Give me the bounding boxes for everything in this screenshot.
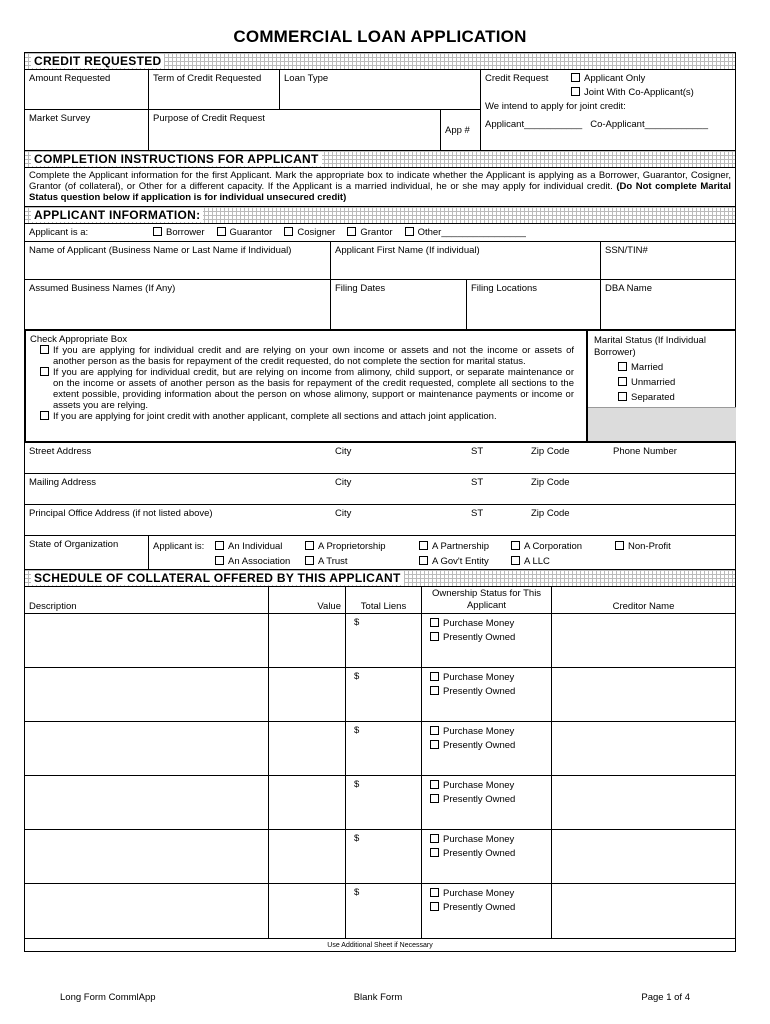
shaded-area	[588, 407, 736, 441]
role-option-other[interactable]	[405, 227, 526, 238]
dollar-sign: $	[354, 887, 360, 898]
entity-label: A Corporation	[524, 541, 583, 552]
state-label: ST	[471, 446, 484, 457]
state-label: ST	[471, 477, 484, 488]
checkbox-icon[interactable]	[419, 541, 428, 550]
entity-label: A Gov't Entity	[432, 556, 489, 567]
collateral-row	[25, 668, 735, 722]
checkbox-icon[interactable]	[430, 632, 439, 641]
marital-unmarried[interactable]	[594, 377, 730, 389]
completion-header	[25, 151, 735, 168]
value-cell[interactable]	[269, 614, 346, 667]
state-org-label: State of Organization	[29, 539, 119, 550]
checkbox-icon[interactable]	[618, 362, 627, 371]
total-liens-cell[interactable]	[346, 722, 422, 775]
checkbox-icon[interactable]	[419, 556, 428, 565]
creditor-cell[interactable]	[552, 614, 735, 667]
check-option-text: If you are applying for joint credit with another applicant, complete all sections and attach joint application.	[53, 411, 497, 422]
ownership-cell	[422, 614, 552, 667]
checkbox-icon[interactable]	[430, 726, 439, 735]
instructions-bold-text: (Do Not complete Marital Status question below if application is for individual unsecured credit)	[29, 181, 731, 203]
presently-label: Presently Owned	[443, 740, 516, 751]
value-cell[interactable]	[269, 668, 346, 721]
presently-label: Presently Owned	[443, 902, 516, 913]
filing-locations-label: Filing Locations	[471, 283, 538, 294]
role-option-cosigner[interactable]	[284, 227, 335, 238]
ownership-header: Ownership Status for This Applicant	[422, 587, 552, 613]
entity-trust[interactable]	[305, 554, 419, 569]
total-liens-cell[interactable]	[346, 830, 422, 883]
filing-locations-field[interactable]	[467, 280, 601, 329]
collateral-header	[25, 570, 735, 587]
check-option-individual[interactable]	[30, 345, 582, 367]
role-label: Grantor	[360, 227, 393, 238]
ownership-cell	[422, 884, 552, 938]
checkbox-icon[interactable]	[284, 227, 293, 236]
purchase-money-option[interactable]	[430, 779, 547, 793]
entity-label: A Trust	[318, 556, 348, 567]
applicant-is-label: Applicant is a:	[29, 227, 89, 238]
marital-label: Unmarried	[631, 377, 676, 388]
description-cell[interactable]	[25, 722, 269, 775]
creditor-cell[interactable]	[552, 776, 735, 829]
checkbox-icon[interactable]	[618, 377, 627, 386]
dollar-sign: $	[354, 725, 360, 736]
checkbox-icon[interactable]	[571, 87, 580, 96]
principal-address-row[interactable]	[25, 505, 735, 536]
joint-intent-text: We intend to apply for joint credit:	[485, 101, 626, 112]
credit-requested-block	[25, 70, 735, 151]
purchase-label: Purchase Money	[443, 672, 515, 683]
presently-owned-option[interactable]	[430, 901, 547, 915]
checkbox-icon[interactable]	[305, 556, 314, 565]
purpose-label: Purpose of Credit Request	[153, 113, 265, 124]
ownership-cell	[422, 722, 552, 775]
applicant-type-label: Applicant is:	[153, 541, 205, 552]
purchase-money-option[interactable]	[430, 725, 547, 739]
term-label: Term of Credit Requested	[153, 73, 262, 84]
role-label: Other________________	[417, 227, 526, 238]
description-cell[interactable]	[25, 776, 269, 829]
role-option-grantor[interactable]	[347, 227, 392, 238]
total-liens-cell[interactable]	[346, 884, 422, 938]
form-page	[24, 22, 736, 952]
entity-proprietorship[interactable]	[305, 539, 419, 554]
amount-requested-field[interactable]	[25, 70, 149, 109]
purchase-label: Purchase Money	[443, 726, 515, 737]
purchase-label: Purchase Money	[443, 834, 515, 845]
credit-requested-header	[25, 53, 735, 70]
entity-nonprofit[interactable]	[615, 539, 671, 554]
checkbox-icon[interactable]	[430, 834, 439, 843]
collateral-row	[25, 614, 735, 668]
checkbox-icon[interactable]	[305, 541, 314, 550]
value-cell[interactable]	[269, 776, 346, 829]
description-cell[interactable]	[25, 884, 269, 938]
presently-owned-option[interactable]	[430, 631, 547, 645]
ownership-cell	[422, 668, 552, 721]
value-header: Value	[269, 587, 346, 613]
mailing-address-row[interactable]	[25, 474, 735, 505]
additional-sheet-note: Use Additional Sheet if Necessary	[25, 938, 735, 951]
dba-field[interactable]	[601, 280, 735, 329]
entity-label: A LLC	[524, 556, 550, 567]
ssn-field[interactable]	[601, 242, 735, 279]
applicant-only-label: Applicant Only	[584, 73, 646, 84]
total-liens-header: Total Liens	[346, 587, 422, 613]
checkbox-icon[interactable]	[40, 411, 49, 420]
principal-address-label: Principal Office Address (if not listed above)	[29, 508, 213, 519]
state-label: ST	[471, 508, 484, 519]
entity-label: An Association	[228, 556, 291, 567]
ownership-cell	[422, 830, 552, 883]
description-header: Description	[25, 587, 269, 613]
presently-label: Presently Owned	[443, 686, 516, 697]
presently-label: Presently Owned	[443, 848, 516, 859]
role-option-guarantor[interactable]	[217, 227, 273, 238]
ownership-cell	[422, 776, 552, 829]
checkbox-icon[interactable]	[430, 672, 439, 681]
role-label: Borrower	[166, 227, 205, 238]
marital-status-panel	[588, 331, 736, 441]
amount-requested-label: Amount Requested	[29, 73, 111, 84]
state-org-field[interactable]	[25, 536, 149, 569]
marital-separated[interactable]	[594, 392, 730, 404]
marital-label: Married	[631, 362, 664, 373]
checkbox-icon[interactable]	[430, 888, 439, 897]
check-option-alimony[interactable]	[30, 367, 582, 411]
street-address-label: Street Address	[29, 446, 92, 457]
checkbox-icon[interactable]	[511, 556, 520, 565]
city-label: City	[335, 508, 352, 519]
checkbox-icon[interactable]	[40, 345, 49, 354]
first-name-label: Applicant First Name (If individual)	[335, 245, 480, 256]
joint-option[interactable]	[485, 86, 731, 100]
dollar-sign: $	[354, 833, 360, 844]
zip-label: Zip Code	[531, 508, 570, 519]
entity-individual[interactable]	[215, 539, 305, 554]
checkbox-icon[interactable]	[430, 686, 439, 695]
collateral-rows	[25, 614, 735, 938]
instructions-text: Complete the Applicant information for the first Applicant. Mark the appropriate box to indicate whether the Applicant is applying as a Borrower, Guarantor, Cosigner, Grantor (of collateral), or Other for a different capacity. If the Applicant is a married individual, he or she may apply for individual credit.	[29, 170, 731, 192]
zip-label: Zip Code	[531, 446, 570, 457]
footer-form-name: Long Form CommlApp	[60, 992, 156, 1003]
form-frame	[24, 52, 736, 952]
check-option-joint[interactable]	[30, 411, 582, 422]
check-box-section	[24, 329, 736, 443]
purchase-label: Purchase Money	[443, 780, 515, 791]
loan-type-label: Loan Type	[284, 73, 329, 84]
marital-married[interactable]	[594, 362, 730, 374]
presently-owned-option[interactable]	[430, 793, 547, 807]
purchase-money-option[interactable]	[430, 887, 547, 901]
creditor-header: Creditor Name	[612, 601, 675, 612]
total-liens-cell[interactable]	[346, 776, 422, 829]
assumed-names-label: Assumed Business Names (If Any)	[29, 283, 176, 294]
checkbox-icon[interactable]	[430, 740, 439, 749]
description-cell[interactable]	[25, 614, 269, 667]
page-title: COMMERCIAL LOAN APPLICATION	[233, 27, 527, 46]
checkbox-icon[interactable]	[571, 73, 580, 82]
market-survey-field[interactable]	[25, 110, 149, 150]
checkbox-icon[interactable]	[217, 227, 226, 236]
creditor-cell[interactable]	[552, 830, 735, 883]
applicant-only-option[interactable]	[571, 72, 645, 86]
collateral-row	[25, 776, 735, 830]
section-title: COMPLETION INSTRUCTIONS FOR APPLICANT	[31, 152, 322, 166]
creditor-cell[interactable]	[552, 722, 735, 775]
coapplicant-signature-line[interactable]: Co-Applicant____________	[590, 119, 708, 130]
presently-owned-option[interactable]	[430, 847, 547, 861]
applicant-name-label: Name of Applicant (Business Name or Last Name if Individual)	[29, 245, 292, 256]
applicant-name-field[interactable]	[25, 242, 331, 279]
checkbox-icon[interactable]	[430, 848, 439, 857]
purpose-field[interactable]	[149, 110, 441, 150]
presently-owned-option[interactable]	[430, 685, 547, 699]
applicant-signature-line[interactable]: Applicant___________	[485, 119, 583, 130]
entity-label: A Partnership	[432, 541, 490, 552]
section-title: CREDIT REQUESTED	[31, 54, 164, 68]
zip-label: Zip Code	[531, 477, 570, 488]
checkbox-icon[interactable]	[511, 541, 520, 550]
role-label: Guarantor	[229, 227, 273, 238]
purchase-label: Purchase Money	[443, 618, 515, 629]
credit-request-panel	[481, 70, 735, 150]
market-survey-label: Market Survey	[29, 113, 91, 124]
checkbox-icon[interactable]	[430, 618, 439, 627]
description-cell[interactable]	[25, 830, 269, 883]
value-cell[interactable]	[269, 722, 346, 775]
app-number-label: App #	[445, 125, 470, 136]
footer-center: Blank Form	[353, 992, 403, 1003]
checkbox-icon[interactable]	[153, 227, 162, 236]
marital-status-label: Marital Status (If Individual Borrower)	[594, 335, 706, 358]
entity-llc[interactable]	[511, 554, 550, 569]
creditor-cell[interactable]	[552, 668, 735, 721]
dollar-sign: $	[354, 617, 360, 628]
entity-govt[interactable]	[419, 554, 511, 569]
ssn-label: SSN/TIN#	[605, 245, 648, 256]
applicant-role-row	[25, 224, 735, 242]
filing-dates-label: Filing Dates	[335, 283, 386, 294]
checkbox-icon[interactable]	[40, 367, 49, 376]
checkbox-icon[interactable]	[618, 392, 627, 401]
applicant-info-header	[25, 207, 735, 224]
app-number-field[interactable]	[441, 110, 480, 150]
entity-corporation[interactable]	[511, 539, 615, 554]
total-liens-cell[interactable]	[346, 668, 422, 721]
presently-label: Presently Owned	[443, 794, 516, 805]
collateral-row	[25, 722, 735, 776]
collateral-row	[25, 830, 735, 884]
assumed-names-field[interactable]	[25, 280, 331, 329]
first-name-field[interactable]	[331, 242, 601, 279]
entity-label: An Individual	[228, 541, 283, 552]
mailing-address-label: Mailing Address	[29, 477, 97, 488]
joint-label: Joint With Co-Applicant(s)	[584, 87, 694, 98]
loan-type-field[interactable]	[280, 70, 480, 109]
collateral-header-row	[25, 587, 735, 614]
checkbox-icon[interactable]	[405, 227, 414, 236]
role-label: Cosigner	[297, 227, 336, 238]
dollar-sign: $	[354, 671, 360, 682]
phone-label: Phone Number	[613, 446, 677, 457]
credit-request-label: Credit Request	[485, 73, 549, 84]
marital-label: Separated	[631, 392, 675, 403]
description-cell[interactable]	[25, 668, 269, 721]
collateral-row	[25, 884, 735, 938]
entity-association[interactable]	[215, 554, 305, 569]
checkbox-icon[interactable]	[430, 780, 439, 789]
value-cell[interactable]	[269, 884, 346, 938]
purchase-money-option[interactable]	[430, 671, 547, 685]
dba-label: DBA Name	[605, 283, 652, 294]
purchase-money-option[interactable]	[430, 833, 547, 847]
filing-dates-field[interactable]	[331, 280, 467, 329]
city-label: City	[335, 477, 352, 488]
organization-row	[25, 536, 735, 570]
section-title: APPLICANT INFORMATION:	[31, 208, 203, 222]
purchase-label: Purchase Money	[443, 888, 515, 899]
checkbox-icon[interactable]	[215, 541, 224, 550]
presently-owned-option[interactable]	[430, 739, 547, 753]
check-option-text: If you are applying for individual credit and are relying on your own income or assets and not the income or assets of another person as the basis for repayment of the credit requested, do not complete the section for marital status.	[53, 345, 574, 367]
footer-page-number: Page 1 of 4	[641, 992, 690, 1003]
completion-instructions	[25, 168, 735, 207]
section-title: SCHEDULE OF COLLATERAL OFFERED BY THIS APPLICANT	[31, 571, 404, 585]
creditor-cell[interactable]	[552, 884, 735, 938]
city-label: City	[335, 446, 352, 457]
purchase-money-option[interactable]	[430, 617, 547, 631]
entity-label: Non-Profit	[628, 541, 671, 552]
total-liens-cell[interactable]	[346, 614, 422, 667]
check-box-title: Check Appropriate Box	[30, 334, 128, 345]
checkbox-icon[interactable]	[615, 541, 624, 550]
checkbox-icon[interactable]	[215, 556, 224, 565]
street-address-row[interactable]	[25, 443, 735, 474]
entity-label: A Proprietorship	[318, 541, 386, 552]
entity-partnership[interactable]	[419, 539, 511, 554]
term-field[interactable]	[149, 70, 280, 109]
checkbox-icon[interactable]	[347, 227, 356, 236]
role-option-borrower[interactable]	[153, 227, 205, 238]
page-footer	[24, 992, 736, 1003]
value-cell[interactable]	[269, 830, 346, 883]
dollar-sign: $	[354, 779, 360, 790]
check-option-text: If you are applying for individual credit, but are relying on income from alimony, child support, or separate maintenance or on the income or assets of another person as the basis for repayment of the credit requested, complete all sections to the extent possible, providing information about the person on whose alimony, support or maintenance payments or income or assets you are relying.	[53, 367, 574, 411]
checkbox-icon[interactable]	[430, 902, 439, 911]
presently-label: Presently Owned	[443, 632, 516, 643]
checkbox-icon[interactable]	[430, 794, 439, 803]
